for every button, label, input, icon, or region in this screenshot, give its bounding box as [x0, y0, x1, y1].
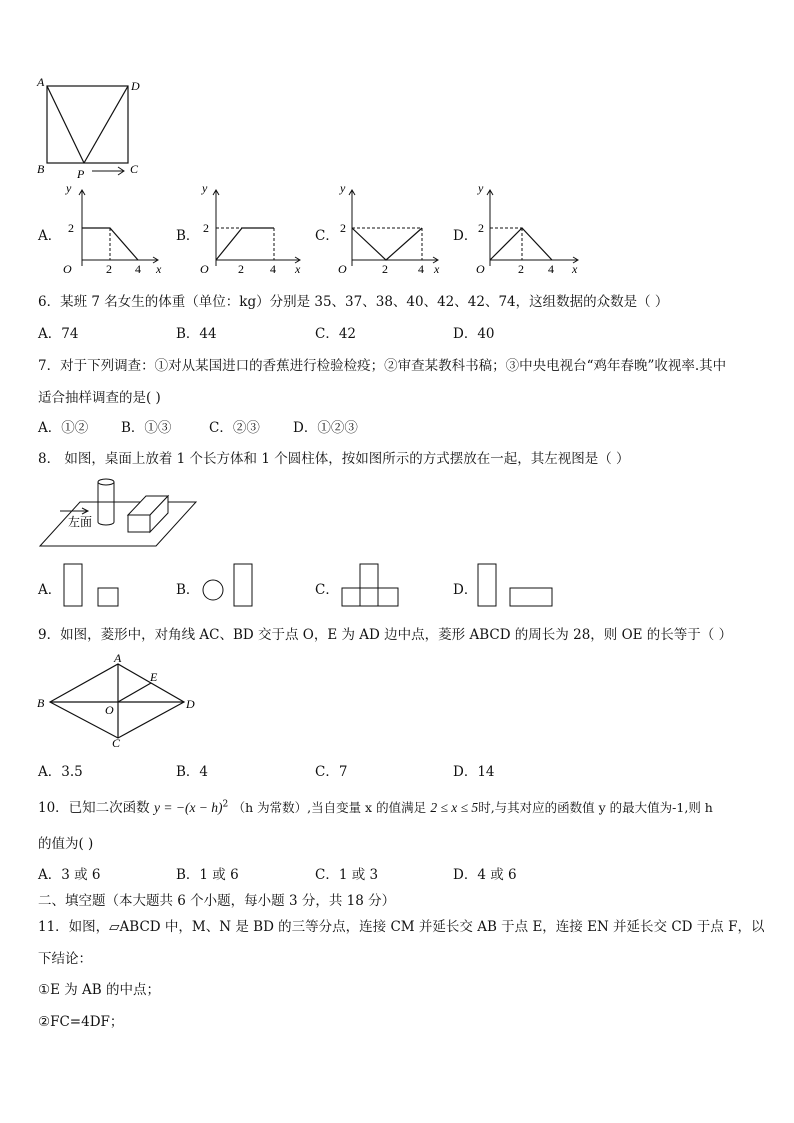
q7-option-a[interactable]: A．①②	[38, 420, 89, 436]
q10-formula: y = −(x − h)	[153, 800, 223, 815]
q5-option-a-label[interactable]: A．	[38, 228, 62, 244]
x-tick-2: 2	[382, 262, 388, 276]
q10-formula-exponent: 2	[222, 799, 229, 810]
label-B: B	[37, 696, 45, 710]
y-tick-2: 2	[203, 221, 209, 235]
x-axis-label: x	[156, 262, 162, 276]
q9-option-d[interactable]: D．14	[453, 764, 495, 780]
q5-graph-d[interactable]	[472, 180, 584, 278]
label-P: P	[77, 167, 85, 181]
label-A: A	[37, 75, 45, 89]
question-7-line2: 适合抽样调查的是( )	[38, 390, 161, 406]
label-E: E	[150, 670, 158, 684]
q9-option-c[interactable]: C．7	[315, 764, 348, 780]
q5-option-c-label[interactable]: C．	[315, 228, 339, 244]
q7-option-c[interactable]: C．②③	[209, 420, 260, 436]
x-tick-2: 2	[238, 262, 244, 276]
question-11-conclusion-2: ②FC=4DF；	[38, 1014, 124, 1030]
q8-option-d-figure[interactable]	[476, 562, 556, 610]
q10-option-a[interactable]: A．3 或 6	[38, 867, 101, 883]
q8-option-a-figure[interactable]	[62, 562, 122, 610]
question-11-line2: 下结论：	[38, 951, 92, 967]
label-C: C	[112, 736, 121, 750]
label-A: A	[114, 651, 122, 665]
label-D: D	[131, 79, 140, 93]
question-7-line1: 7．对于下列调查：①对从某国进口的香蕉进行检验检疫；②审查某教科书稿；③中央电视台“鸡年春晚”收视率.其中	[38, 358, 727, 374]
label-B: B	[37, 162, 45, 176]
x-tick-4: 4	[270, 262, 276, 276]
left-side-label: 左面	[68, 515, 93, 529]
q8-option-a-label[interactable]: A．	[38, 582, 62, 598]
question-9: 9．如图，菱形中，对角线 AC、BD 交于点 O，E 为 AD 边中点，菱形 ABCD 的周长为 28，则 OE 的长等于（ ）	[38, 627, 733, 643]
section-heading-fill-in: 二、填空题（本大题共 6 个小题，每小题 3 分，共 18 分）	[38, 893, 396, 909]
label-O: O	[105, 703, 114, 717]
question-6: 6．某班 7 名女生的体重（单位：kg）分别是 35、37、38、40、42、42、74，这组数据的众数是（ ）	[38, 294, 669, 310]
x-axis-label: x	[295, 262, 301, 276]
q6-option-d[interactable]: D．40	[453, 326, 495, 342]
x-tick-4: 4	[418, 262, 424, 276]
y-axis-label: y	[66, 181, 72, 195]
origin-label: O	[200, 262, 209, 276]
q8-option-b-label[interactable]: B．	[176, 582, 200, 598]
q7-option-b[interactable]: B．①③	[121, 420, 172, 436]
y-axis-label: y	[340, 181, 346, 195]
q5-graph-a[interactable]	[58, 180, 168, 278]
x-tick-2: 2	[518, 262, 524, 276]
q6-option-c[interactable]: C．42	[315, 326, 357, 342]
q5-graph-c[interactable]	[334, 180, 444, 278]
square-figure	[34, 74, 164, 184]
x-tick-2: 2	[106, 262, 112, 276]
origin-label: O	[476, 262, 485, 276]
question-10-line1	[38, 796, 713, 816]
q10-part3: 时,与其对应的函数值 y 的最大值为-1,则 h	[478, 800, 713, 815]
origin-label: O	[63, 262, 72, 276]
q6-option-a[interactable]: A．74	[38, 326, 79, 342]
x-axis-label: x	[572, 262, 578, 276]
q8-option-d-label[interactable]: D．	[453, 582, 478, 598]
y-tick-2: 2	[478, 221, 484, 235]
x-tick-4: 4	[548, 262, 554, 276]
q10-option-b[interactable]: B．1 或 6	[176, 867, 239, 883]
q7-option-d[interactable]: D．①②③	[293, 420, 358, 436]
q9-option-a[interactable]: A．3.5	[38, 764, 83, 780]
q8-option-c-figure[interactable]	[340, 562, 402, 610]
question-8: 8． 如图，桌面上放着 1 个长方体和 1 个圆柱体，按如图所示的方式摆放在一起，其左视图是（ ）	[38, 451, 630, 467]
x-axis-label: x	[434, 262, 440, 276]
q10-option-c[interactable]: C．1 或 3	[315, 867, 379, 883]
y-tick-2: 2	[68, 221, 74, 235]
label-D: D	[186, 697, 195, 711]
q9-option-b[interactable]: B．4	[176, 764, 209, 780]
q8-option-c-label[interactable]: C．	[315, 582, 339, 598]
q10-option-d[interactable]: D．4 或 6	[453, 867, 517, 883]
rhombus-figure	[34, 650, 204, 750]
q5-option-d-label[interactable]: D．	[453, 228, 478, 244]
q6-option-b[interactable]: B．44	[176, 326, 217, 342]
q5-graph-b[interactable]	[196, 180, 306, 278]
q8-option-b-figure[interactable]	[200, 562, 260, 610]
y-axis-label: y	[478, 181, 484, 195]
q10-part1: 10．已知二次函数	[38, 800, 150, 816]
origin-label: O	[338, 262, 347, 276]
question-10-line2: 的值为( )	[38, 836, 94, 852]
q10-part2: （h 为常数）,当自变量 x 的值满足	[232, 800, 427, 815]
label-C: C	[130, 162, 139, 176]
x-tick-4: 4	[135, 262, 141, 276]
question-11-line1: 11．如图，▱ABCD 中，M、N 是 BD 的三等分点，连接 CM 并延长交 AB 于点 E，连接 EN 并延长交 CD 于点 F，以	[38, 919, 765, 935]
desk-figure	[36, 470, 201, 550]
q5-option-b-label[interactable]: B．	[176, 228, 200, 244]
q10-condition: 2 ≤ x ≤ 5	[430, 800, 479, 815]
question-11-conclusion-1: ①E 为 AB 的中点；	[38, 982, 161, 998]
y-tick-2: 2	[340, 221, 346, 235]
y-axis-label: y	[202, 181, 208, 195]
